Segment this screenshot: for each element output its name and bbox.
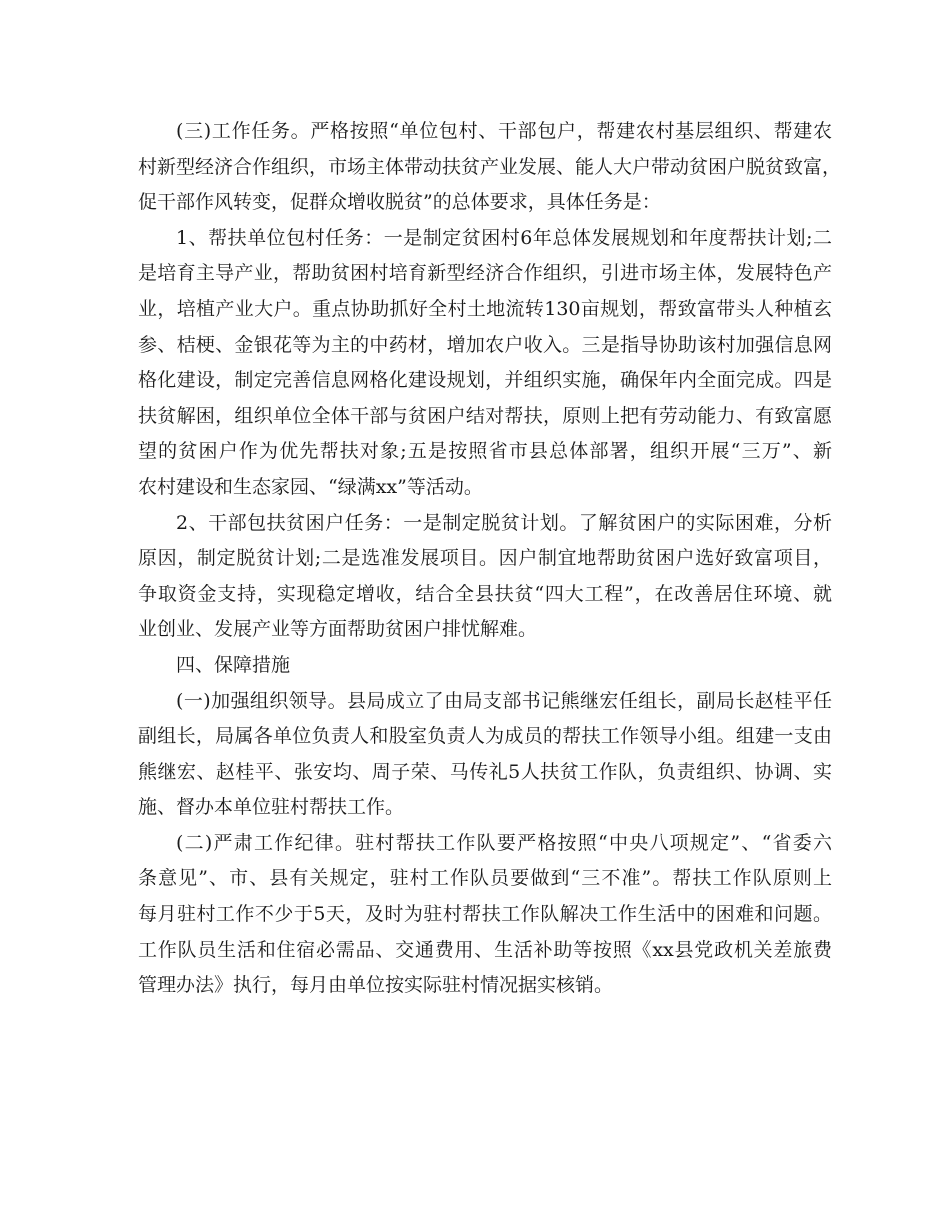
text-line: 争取资金支持，实现稳定增收，结合全县扶贫“四大工程”，在改善居住环境、就 [138, 582, 832, 605]
text-line: 农村建设和生态家园、“绿满xx”等活动。 [138, 475, 483, 498]
text-line: 望的贫困户作为优先帮扶对象;五是按照省市县总体部署，组织开展“三万”、新 [138, 440, 832, 463]
paragraph-discipline [138, 826, 832, 1004]
text-line: (二)严肃工作纪律。驻村帮扶工作队要严格按照“中央八项规定”、“省委六 [176, 831, 832, 854]
text-line: 2、干部包扶贫困户任务：一是制定脱贫计划。了解贫困户的实际困难，分析 [176, 511, 832, 534]
text-line: 每月驻村工作不少于5天，及时为驻村帮扶工作队解决工作生活中的困难和问题。 [138, 903, 832, 926]
section-heading: 四、保障措施 [176, 653, 291, 676]
paragraph-unit-village-task [138, 221, 832, 506]
text-line: 扶贫解困，组织单位全体干部与贫困户结对帮扶，原则上把有劳动能力、有致富愿 [138, 404, 832, 427]
text-line: 参、桔梗、金银花等为主的中药材，增加农户收入。三是指导协助该村加强信息网 [138, 333, 832, 356]
text-line: 促干部作风转变，促群众增收脱贫”的总体要求，具体任务是： [138, 191, 661, 214]
text-line: 是培育主导产业，帮助贫困村培育新型经济合作组织，引进市场主体，发展特色产 [138, 262, 832, 285]
text-line: (三)工作任务。严格按照“单位包村、干部包户，帮建农村基层组织、帮建农 [176, 120, 832, 142]
text-line: 工作队员生活和住宿必需品、交通费用、生活补助等按照《xx县党政机关差旅费 [138, 938, 832, 961]
text-line: 村新型经济合作组织，市场主体带动扶贫产业发展、能人大户带动贫困户脱贫致富， [138, 155, 842, 178]
text-line: 条意见”、市、县有关规定，驻村工作队员要做到“三不准”。帮扶工作队原则上 [138, 867, 832, 890]
section-heading-safeguards [138, 648, 832, 684]
paragraph-task-intro [138, 114, 842, 221]
text-line: 熊继宏、赵桂平、张安均、周子荣、马传礼5人扶贫工作队，负责组织、协调、实 [138, 760, 832, 783]
text-line: 副组长，局属各单位负责人和股室负责人为成员的帮扶工作领导小组。组建一支由 [138, 725, 832, 748]
text-line: 业创业、发展产业等方面帮助贫困户排忧解难。 [138, 618, 538, 641]
document-body [138, 114, 842, 1004]
text-line: (一)加强组织领导。县局成立了由局支部书记熊继宏任组长，副局长赵桂平任 [176, 689, 832, 712]
text-line: 管理办法》执行，每月由单位按实际驻村情况据实核销。 [138, 974, 614, 997]
text-line: 原因，制定脱贫计划;二是选准发展项目。因户制宜地帮助贫困户选好致富项目， [138, 547, 832, 570]
text-line: 格化建设，制定完善信息网格化建设规划，并组织实施，确保年内全面完成。四是 [138, 369, 832, 392]
text-line: 施、督办本单位驻村帮扶工作。 [138, 796, 405, 819]
paragraph-leadership [138, 684, 832, 826]
text-line: 业，培植产业大户。重点协助抓好全村土地流转130亩规划，帮致富带头人种植玄 [138, 297, 832, 320]
text-line: 1、帮扶单位包村任务：一是制定贫困村6年总体发展规划和年度帮扶计划;二 [176, 226, 832, 249]
paragraph-cadre-household-task [138, 506, 832, 648]
